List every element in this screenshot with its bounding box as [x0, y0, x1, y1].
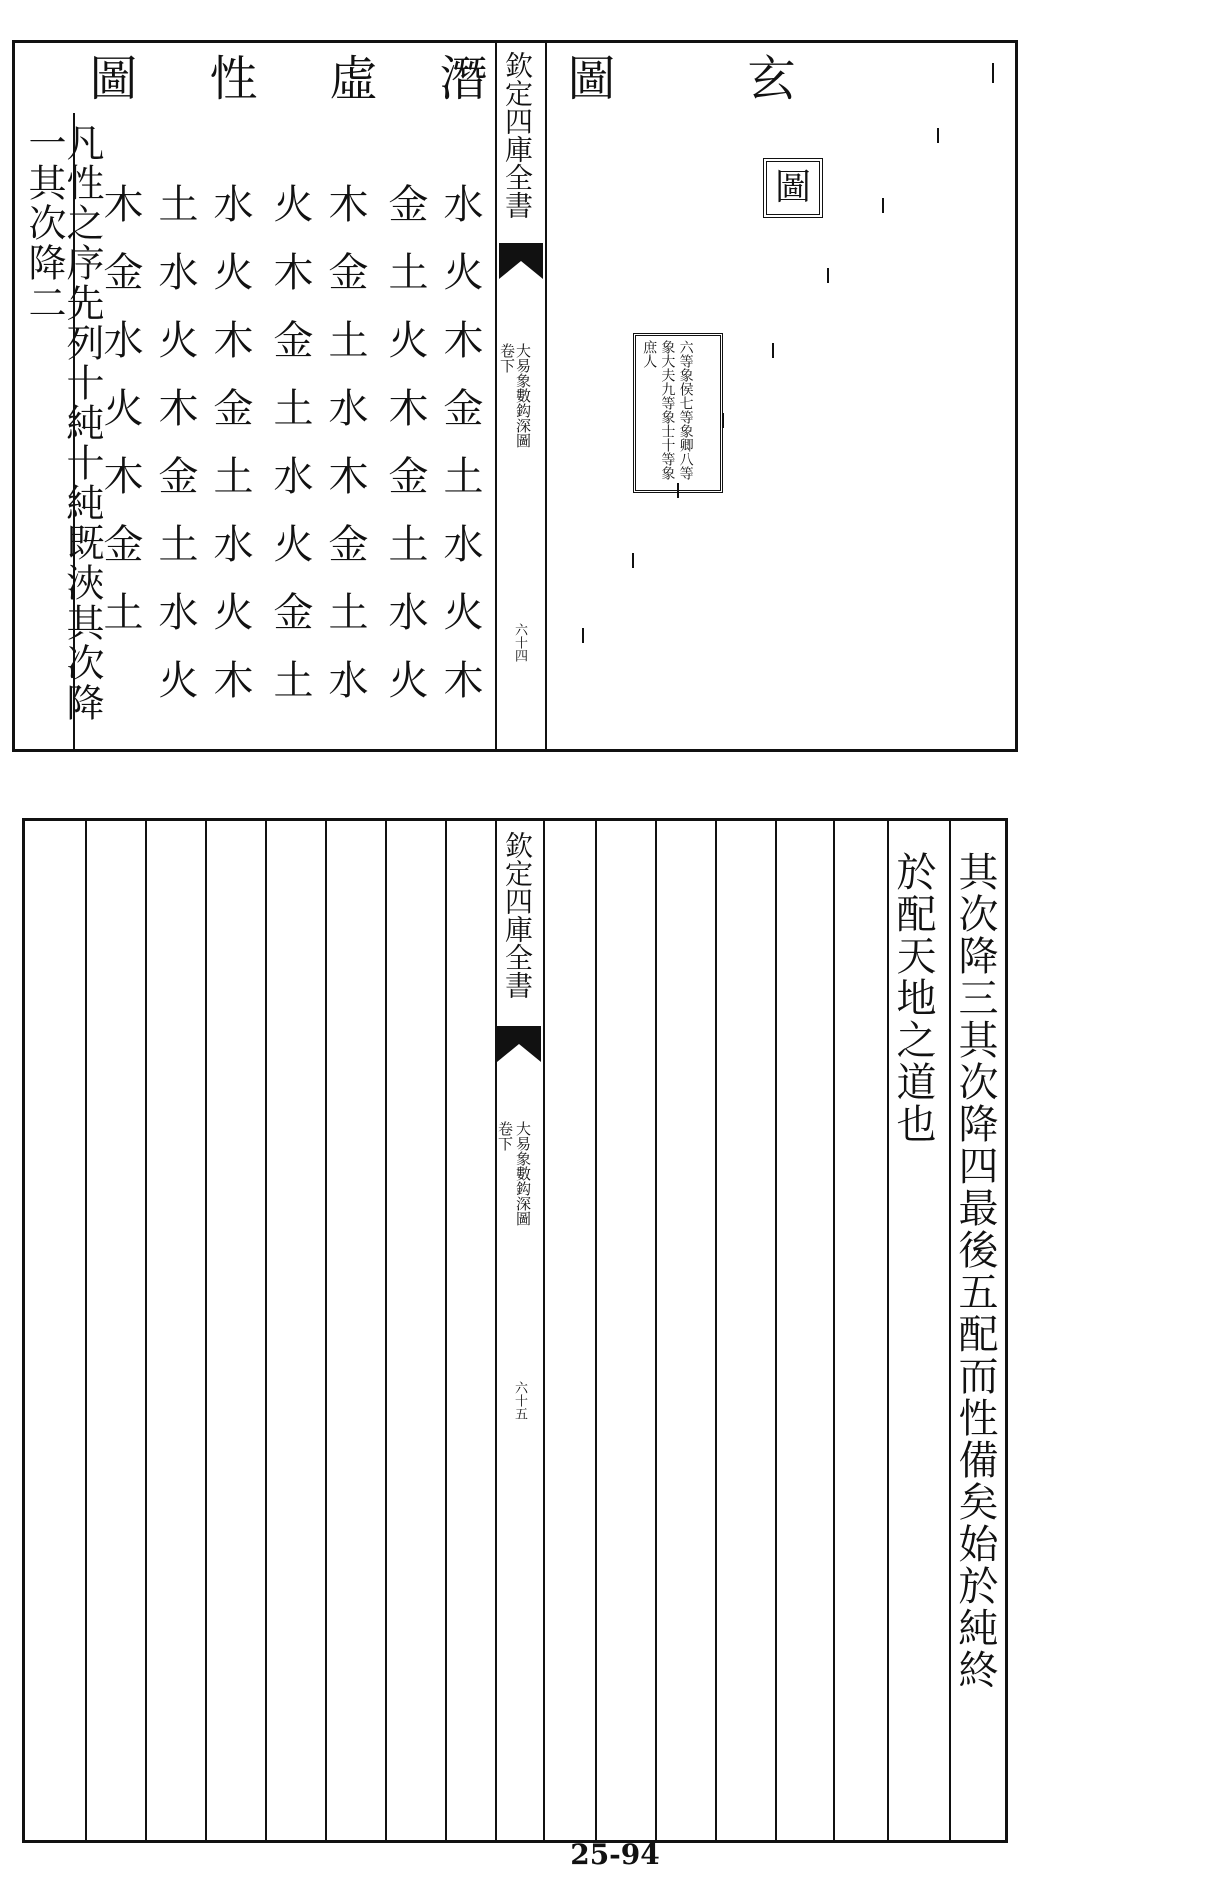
- center-strip-top: [495, 43, 547, 749]
- element-column-6: 土水火木金土水火: [152, 183, 198, 727]
- right-text-col-1: 其次降三其次降四最後五配而性備矣始於純終: [952, 851, 998, 1691]
- xuan-title-char-2: 圖: [559, 53, 615, 101]
- right-text-col-2: 於配天地之道也: [890, 851, 936, 1145]
- rule-7: [445, 821, 447, 1840]
- element-column-3: 木金土水木金土水: [322, 183, 368, 727]
- title-char-4: 圖: [81, 53, 137, 101]
- element-column-2: 金土火木金土水火: [382, 183, 428, 727]
- volume-label: 卷下: [498, 343, 516, 373]
- page-number-bottom: 六十五: [512, 1381, 527, 1420]
- title-char-1: 潛: [431, 53, 487, 101]
- rule-9: [543, 821, 545, 1840]
- rule-15: [887, 821, 889, 1840]
- center-strip-bottom: [495, 821, 543, 1840]
- center-title: 欽定四庫全書: [501, 51, 534, 219]
- rule-16: [949, 821, 951, 1840]
- rule-10: [595, 821, 597, 1840]
- xuan-tree-diagram: [543, 43, 1015, 749]
- rule-11: [655, 821, 657, 1840]
- rule-2: [145, 821, 147, 1840]
- xuan-title-char-1: 玄: [739, 53, 795, 101]
- fish-tail-mark-icon-bottom: [497, 1026, 541, 1062]
- rule-4: [265, 821, 267, 1840]
- top-page-frame: [12, 40, 1018, 752]
- fish-tail-mark-icon: [499, 243, 543, 279]
- book-title: 大易象數鈎深圖: [514, 343, 532, 448]
- rule-13: [775, 821, 777, 1840]
- center-title-bottom: 欽定四庫全書: [501, 831, 534, 999]
- rule-1: [85, 821, 87, 1840]
- title-char-2: 虛: [321, 53, 377, 101]
- book-title-bottom: 大易象數鈎深圖: [514, 1121, 532, 1226]
- rank-text: 六等象侯七等象卿八等象大夫九等象士十等象庶人: [641, 340, 694, 480]
- element-column-7: 木金水火木金土: [97, 183, 143, 659]
- element-column-1: 水火木金土水火木: [437, 183, 483, 727]
- page-number: 六十四: [512, 623, 527, 662]
- volume-label-bottom: 卷下: [496, 1121, 514, 1151]
- title-char-3: 性: [201, 53, 257, 101]
- rule-12: [715, 821, 717, 1840]
- element-column-4: 火木金土水火金土: [267, 183, 313, 727]
- bottom-page-frame: [22, 818, 1008, 1843]
- element-column-5: 水火木金土水火木: [207, 183, 253, 727]
- left-half: [15, 43, 495, 749]
- rule-3: [205, 821, 207, 1840]
- right-half: [543, 43, 1015, 749]
- rule-6: [385, 821, 387, 1840]
- rule-5: [325, 821, 327, 1840]
- main-text-column: 凡性之序先列十純十純既浹其次降一其次降二: [22, 123, 104, 723]
- figure-label: 圖: [774, 167, 811, 208]
- rule-14: [833, 821, 835, 1840]
- footer-page-ref: 25-94: [570, 1838, 660, 1871]
